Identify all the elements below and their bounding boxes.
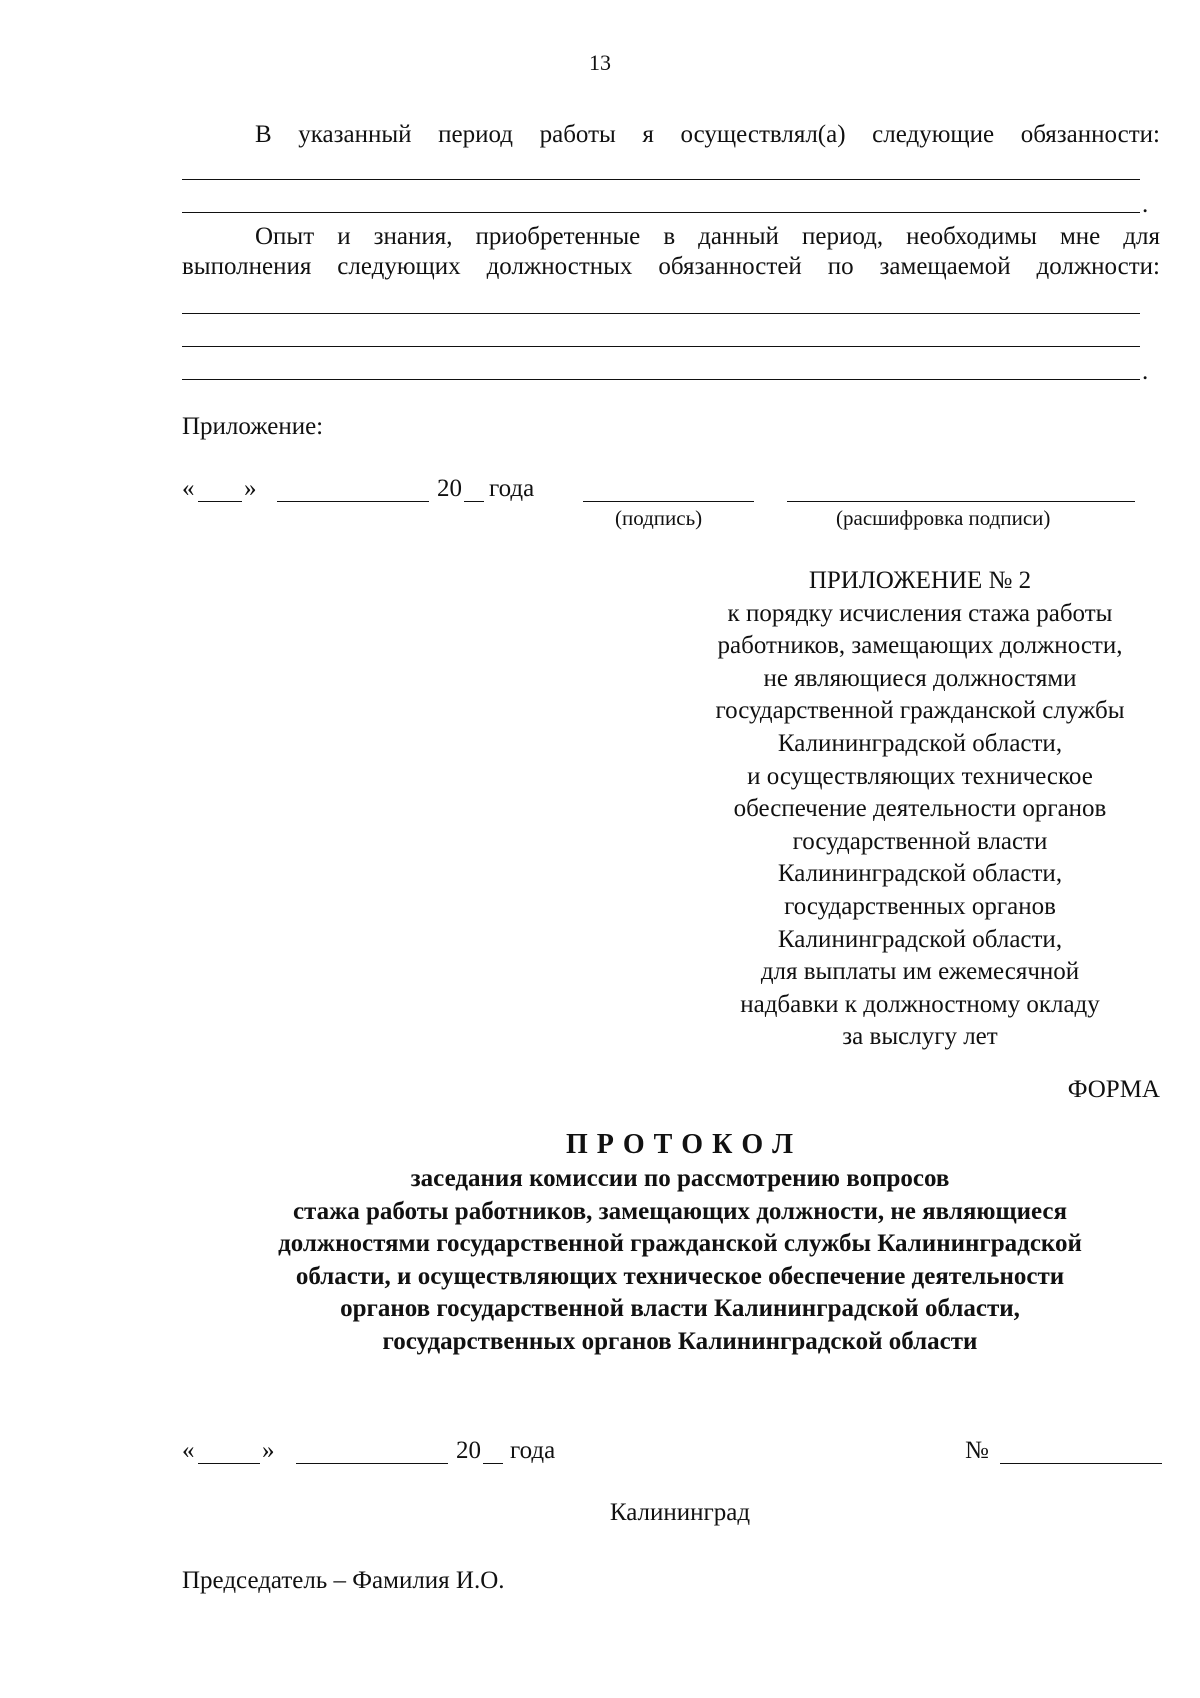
attachment-label: Приложение: bbox=[182, 413, 324, 440]
duties-line-2[interactable] bbox=[182, 212, 1140, 213]
protocol-title: П Р О Т О К О Л bbox=[565, 1129, 795, 1160]
protocol-month-field[interactable] bbox=[296, 1463, 448, 1464]
year-prefix: 20 bbox=[456, 1437, 481, 1464]
experience-line-field-1[interactable] bbox=[182, 313, 1140, 314]
appendix-line: к порядку исчисления стажа работы bbox=[727, 599, 1113, 627]
appendix-line: обеспечение деятельности органов bbox=[733, 795, 1107, 823]
duties-end-mark: . bbox=[1142, 191, 1149, 218]
protocol-heading bbox=[200, 1127, 1160, 1358]
appendix-line: работников, замещающих должности, bbox=[717, 632, 1123, 660]
chairman: Председатель – Фамилия И.О. bbox=[182, 1567, 505, 1594]
experience-line-field-3[interactable] bbox=[182, 379, 1140, 380]
month-field[interactable] bbox=[277, 501, 429, 502]
year-word: года bbox=[510, 1437, 556, 1464]
appendix-line: и осуществляющих техническое bbox=[747, 762, 1093, 790]
protocol-line: органов государственной власти Калининградской области, bbox=[340, 1295, 1020, 1322]
number-sign: № bbox=[965, 1437, 989, 1464]
appendix-line: за выслугу лет bbox=[842, 1023, 998, 1051]
signature-date-row bbox=[182, 474, 1162, 506]
experience-line-2: выполнения следующих должностных обязанностей по замещаемой должности: bbox=[182, 253, 1160, 280]
open-quote: « bbox=[182, 1437, 195, 1464]
appendix-line: государственной власти bbox=[792, 827, 1048, 855]
year-word: года bbox=[489, 475, 535, 502]
protocol-line: стажа работы работников, замещающих должности, не являющиеся bbox=[292, 1197, 1068, 1225]
appendix-line: не являющиеся должностями bbox=[763, 664, 1077, 692]
appendix-block bbox=[680, 565, 1160, 1054]
city: Калининград bbox=[609, 1499, 751, 1526]
protocol-year-field[interactable] bbox=[483, 1463, 503, 1464]
page-number: 13 bbox=[589, 50, 611, 75]
protocol-line: области, и осуществляющих техническое обеспечение деятельности bbox=[295, 1262, 1065, 1290]
appendix-line: надбавки к должностному окладу bbox=[740, 990, 1100, 1018]
protocol-day-field[interactable] bbox=[198, 1463, 260, 1464]
signature-caption: (подпись) bbox=[615, 506, 703, 530]
signature-decoding-field[interactable] bbox=[787, 501, 1135, 502]
experience-line-1: Опыт и знания, приобретенные в данный период, необходимы мне для bbox=[255, 223, 1160, 250]
duties-line-1[interactable] bbox=[182, 179, 1140, 180]
protocol-line: государственных органов Калининградской области bbox=[382, 1327, 978, 1355]
protocol-date-row bbox=[182, 1436, 1162, 1468]
signature-decoding-caption: (расшифровка подписи) bbox=[836, 506, 1051, 530]
day-field[interactable] bbox=[198, 501, 242, 502]
form-label: ФОРМА bbox=[1067, 1076, 1160, 1103]
appendix-line: Калининградской области, bbox=[777, 860, 1063, 888]
year-field[interactable] bbox=[464, 501, 484, 502]
year-prefix: 20 bbox=[437, 475, 462, 502]
protocol-line: заседания комиссии по рассмотрению вопросов bbox=[410, 1165, 950, 1192]
open-quote: « bbox=[182, 475, 195, 502]
protocol-number-field[interactable] bbox=[1000, 1463, 1162, 1464]
appendix-line: государственных органов bbox=[784, 892, 1056, 920]
duties-text: В указанный период работы я осуществлял(а) следующие обязанности: bbox=[255, 121, 1160, 148]
close-quote: » bbox=[244, 475, 257, 502]
signature-field[interactable] bbox=[583, 501, 754, 502]
experience-line-field-2[interactable] bbox=[182, 346, 1140, 347]
appendix-line: Калининградской области, bbox=[777, 729, 1063, 757]
experience-end-mark: . bbox=[1142, 358, 1149, 385]
appendix-line: государственной гражданской службы bbox=[715, 697, 1125, 725]
appendix-title: ПРИЛОЖЕНИЕ № 2 bbox=[808, 567, 1032, 594]
appendix-line: для выплаты им ежемесячной bbox=[760, 958, 1080, 986]
appendix-line: Калининградской области, bbox=[777, 925, 1063, 953]
close-quote: » bbox=[262, 1437, 275, 1464]
protocol-line: должностями государственной гражданской службы Калининградской bbox=[278, 1230, 1082, 1257]
